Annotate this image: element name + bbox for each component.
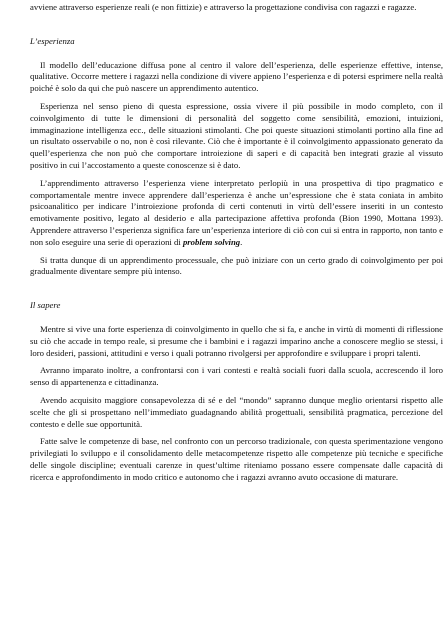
paragraph: Avendo acquisito maggiore consapevolezza di sé e del “mondo” sapranno dunque meglio orientarsi rispetto alle scelte che gli si prospettano nell’immediato guadagnando abilità progettuali, sensibilità pragmatica, percezione del contesto e delle sue opportunità. (30, 394, 443, 429)
spacer (30, 14, 443, 36)
section-heading-sapere: Il sapere (30, 300, 61, 311)
document-page (30, 0, 443, 484)
paragraph: Si tratta dunque di un apprendimento processuale, che può iniziare con un certo grado di coinvolgimento per poi gradualmente diventare sempre più intenso. (30, 254, 443, 277)
intro-paragraph: avviene attraverso esperienze reali (e non fittizie) e attraverso la progettazione condivisa con ragazzi e ragazze. (30, 2, 417, 12)
paragraph: Mentre si vive una forte esperienza di coinvolgimento in quello che si fa, e anche in virtù di momenti di riflessione su ciò che accade in tempo reale, si presume che i bambini e i ragazzi imparino anche a conoscere meglio se stessi, i loro desideri, passioni, attitudini e verso i quali potranno rivolgersi per approfondire e sviluppare i propri talenti. (30, 323, 443, 358)
paragraph: Esperienza nel senso pieno di questa espressione, ossia vivere il più possibile in modo completo, con il coinvolgimento di tutte le dimensioni di personalità del soggetto come sensibilità, emozioni, intuizioni, immaginazione intelligenza ecc., delle situazioni stimolanti. Che poi queste situazioni stimolanti portino alla fine ad un risultato osservabile o no, non è così rilevante. Ciò che è importante è il coinvolgimento appassionato generato da quell’esperienza che non può che comportare introiezione di saperi e di capacità ben integrati grazie al vissuto positivo in cui l’accostamento a queste conoscenze si è dato. (30, 100, 443, 170)
section-heading-esperienza: L’esperienza (30, 35, 75, 46)
spacer (30, 278, 443, 300)
spacer (30, 48, 443, 60)
paragraph (30, 178, 443, 249)
paragraph-text: . (240, 236, 243, 247)
paragraph: Il modello dell’educazione diffusa pone al centro il valore dell’esperienza, delle esperienze effettive, intense, qualitative. Occorre mettere i ragazzi nella condizione di vivere appieno l’esperienza e di potersi esprimere nella realtà poiché è solo da qui che può nascere un apprendimento autentico. (30, 59, 443, 94)
paragraph-text: L’apprendimento attraverso l’esperienza viene interpretato perlopiù in una prospettiva di tipo pragmatico e comportamentale mentre invece apprendere dall’esperienza è anche un’espressione che è stata coniata in ambito psicoanalitico per indicare l’introiezione profonda di certi contenuti in virtù dell’essere inseriti in un contesto emotivamente positivo, legato al desiderio e alla partecipazione affettiva profonda (Bion 1990, Mottana 1993). Apprendere attraverso l’esperienza significa fare un’esperienza interiore di ciò con cui si entra in rapporto, non tanto e non solo eseguire una serie di operazioni di (30, 177, 443, 247)
emphasis-text: problem solving (182, 236, 241, 247)
paragraph: Avranno imparato inoltre, a confrontarsi con i vari contesti e realtà sociali fuori dalla scuola, accrescendo il loro senso di appartenenza e cittadinanza. (30, 365, 443, 388)
spacer (30, 312, 443, 324)
paragraph: Fatte salve le competenze di base, nel confronto con un percorso tradizionale, con questa sperimentazione vengono privilegiati lo sviluppo e il consolidamento delle metacompetenze rispetto alle competenze più tecniche e specifiche delle singole discipline; eventuali carenze in quest’ultime riteniamo possano essere compensate dalle capacità di ricerca e approfondimento in modo critico e autonomo che i ragazzi avranno avuto occasione di maturare. (30, 436, 443, 482)
